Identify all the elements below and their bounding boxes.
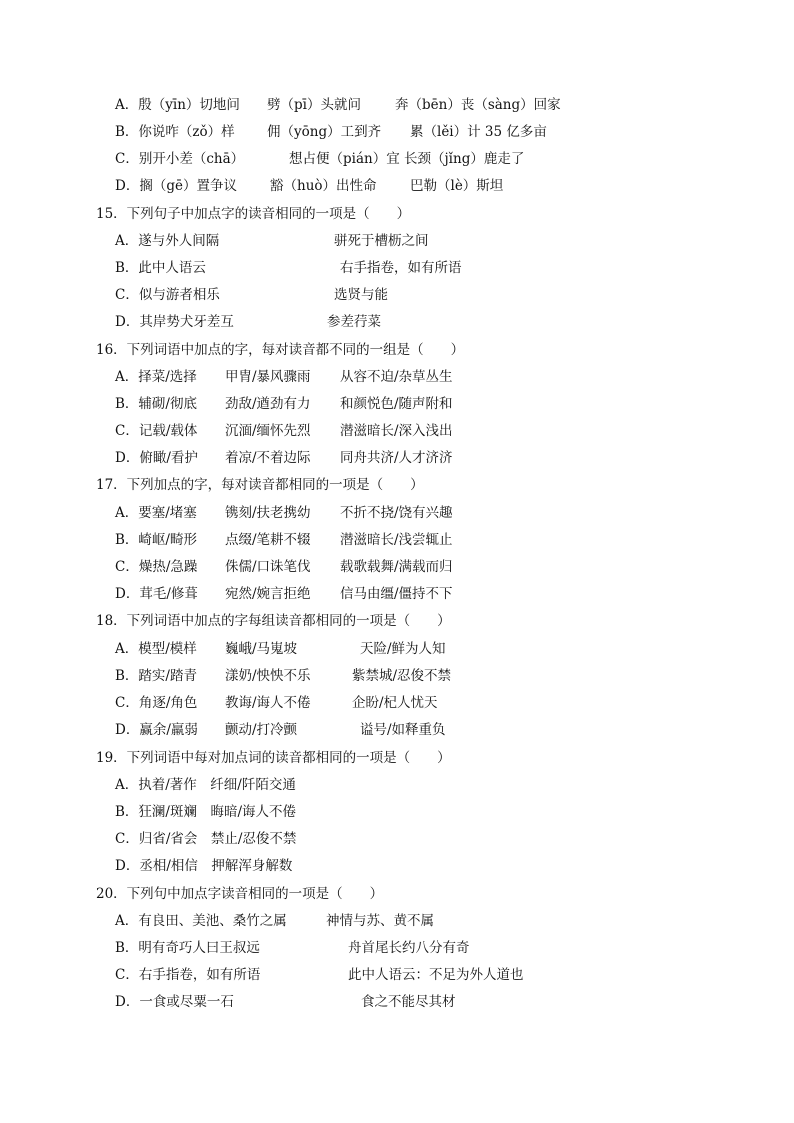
option-segment: C．记载/载体	[115, 423, 198, 439]
option-segment: 舟首尾长约八分有奇	[348, 940, 470, 956]
option-segment: 食之不能尽其材	[361, 994, 456, 1010]
option-segment: 劲敌/遒劲有力	[225, 396, 311, 412]
option-segment: 天险/鲜为人知	[360, 641, 446, 657]
option-segment: 劈（pī）头就问	[267, 97, 361, 113]
option-segment: D．其岸势犬牙差互	[115, 314, 234, 330]
option-segment: 同舟共济/人才济济	[340, 450, 453, 466]
option-segment: 此中人语云：不足为外人道也	[348, 967, 524, 983]
option-segment: 侏儒/口诛笔伐	[225, 559, 311, 575]
option-segment: 长颈（jǐng）鹿走了	[404, 151, 525, 167]
option-segment: 从容不迫/杂草丛生	[340, 369, 453, 385]
option-segment: 沉湎/缅怀先烈	[225, 423, 311, 439]
option-segment: 企盼/杞人忧天	[352, 695, 438, 711]
option-segment: 潜滋暗长/深入浅出	[340, 423, 453, 439]
answer-option: C．归省/省会 禁止/忍俊不禁	[115, 831, 297, 847]
option-segment: B．明有奇巧人曰王叔远	[115, 940, 260, 956]
option-segment: 信马由缰/僵持不下	[340, 586, 453, 602]
option-segment: C．似与游者相乐	[115, 287, 220, 303]
option-segment: C．右手指卷，如有所语	[115, 967, 261, 983]
question-stem: 15．下列句子中加点字的读音相同的一项是（ ）	[96, 206, 411, 222]
option-segment: 神情与苏、黄不属	[326, 913, 434, 929]
question-stem: 18．下列词语中加点的字每组读音都相同的一项是（ ）	[96, 613, 451, 629]
option-segment: 着凉/不着边际	[225, 450, 311, 466]
option-segment: 佣（yōng）工到齐	[267, 124, 382, 140]
question-stem: 16．下列词语中加点的字，每对读音都不同的一组是（ ）	[96, 342, 465, 358]
option-segment: 选贤与能	[334, 287, 388, 303]
answer-option: B．狂澜/斑斓 晦暗/诲人不倦	[115, 804, 297, 820]
question-stem: 20．下列句中加点字读音相同的一项是（ ）	[96, 886, 384, 902]
answer-option: D．丞相/相信 押解浑身解数	[115, 858, 293, 874]
option-segment: 骈死于槽枥之间	[334, 233, 429, 249]
option-segment: 甲胄/暴风骤雨	[225, 369, 311, 385]
option-segment: 右手指卷，如有所语	[340, 260, 462, 276]
option-segment: 潜滋暗长/浅尝辄止	[340, 532, 453, 548]
option-segment: D．赢余/羸弱	[115, 722, 198, 738]
option-segment: B．崎岖/畸形	[115, 532, 197, 548]
option-segment: 奔（bēn）丧（sàng）回家	[395, 97, 561, 113]
option-segment: 谥号/如释重负	[360, 722, 446, 738]
option-segment: 点缀/笔耕不辍	[225, 532, 311, 548]
answer-option: A．执着/著作 纤细/阡陌交通	[115, 777, 296, 793]
option-segment: 累（lěi）计 35 亿多亩	[410, 124, 547, 140]
option-segment: B．辅砌/彻底	[115, 396, 197, 412]
option-segment: 想占便（pián）宜	[289, 151, 400, 167]
option-segment: C．角逐/角色	[115, 695, 198, 711]
option-segment: B．踏实/踏青	[115, 668, 197, 684]
option-segment: C．燥热/急躁	[115, 559, 198, 575]
option-segment: 紫禁城/忍俊不禁	[352, 668, 452, 684]
option-segment: D．一食或尽粟一石	[115, 994, 234, 1010]
option-segment: 巴勒（lè）斯坦	[410, 178, 504, 194]
option-segment: 宛然/婉言拒绝	[225, 586, 311, 602]
option-segment: A．择菜/选择	[115, 369, 197, 385]
option-segment: A．有良田、美池、桑竹之属	[115, 913, 287, 929]
question-stem: 19．下列词语中每对加点词的读音都相同的一项是（ ）	[96, 750, 451, 766]
option-segment: 巍峨/马嵬坡	[225, 641, 298, 657]
option-segment: 漾奶/怏怏不乐	[225, 668, 311, 684]
option-segment: A．殷（yīn）切地问	[115, 97, 240, 113]
option-segment: A．遂与外人间隔	[115, 233, 220, 249]
option-segment: 豁（huò）出性命	[270, 178, 377, 194]
option-segment: C．别开小差（chā）	[115, 151, 245, 167]
option-segment: D．茸毛/修葺	[115, 586, 198, 602]
option-segment: B．你说咋（zǒ）样	[115, 124, 235, 140]
option-segment: 参差荇菜	[327, 314, 381, 330]
option-segment: 颤动/打冷颤	[225, 722, 298, 738]
question-stem: 17．下列加点的字，每对读音都相同的一项是（ ）	[96, 477, 424, 493]
option-segment: B．此中人语云	[115, 260, 206, 276]
option-segment: A．模型/模样	[115, 641, 197, 657]
option-segment: 和颜悦色/随声附和	[340, 396, 453, 412]
option-segment: 镌刻/扶老携幼	[225, 505, 311, 521]
option-segment: A．要塞/堵塞	[115, 505, 197, 521]
option-segment: 教诲/诲人不倦	[225, 695, 311, 711]
option-segment: 载歌载舞/满载而归	[340, 559, 453, 575]
option-segment: 不折不挠/饶有兴趣	[340, 505, 453, 521]
option-segment: D．搁（gē）置争议	[115, 178, 237, 194]
option-segment: D．俯瞰/看护	[115, 450, 198, 466]
